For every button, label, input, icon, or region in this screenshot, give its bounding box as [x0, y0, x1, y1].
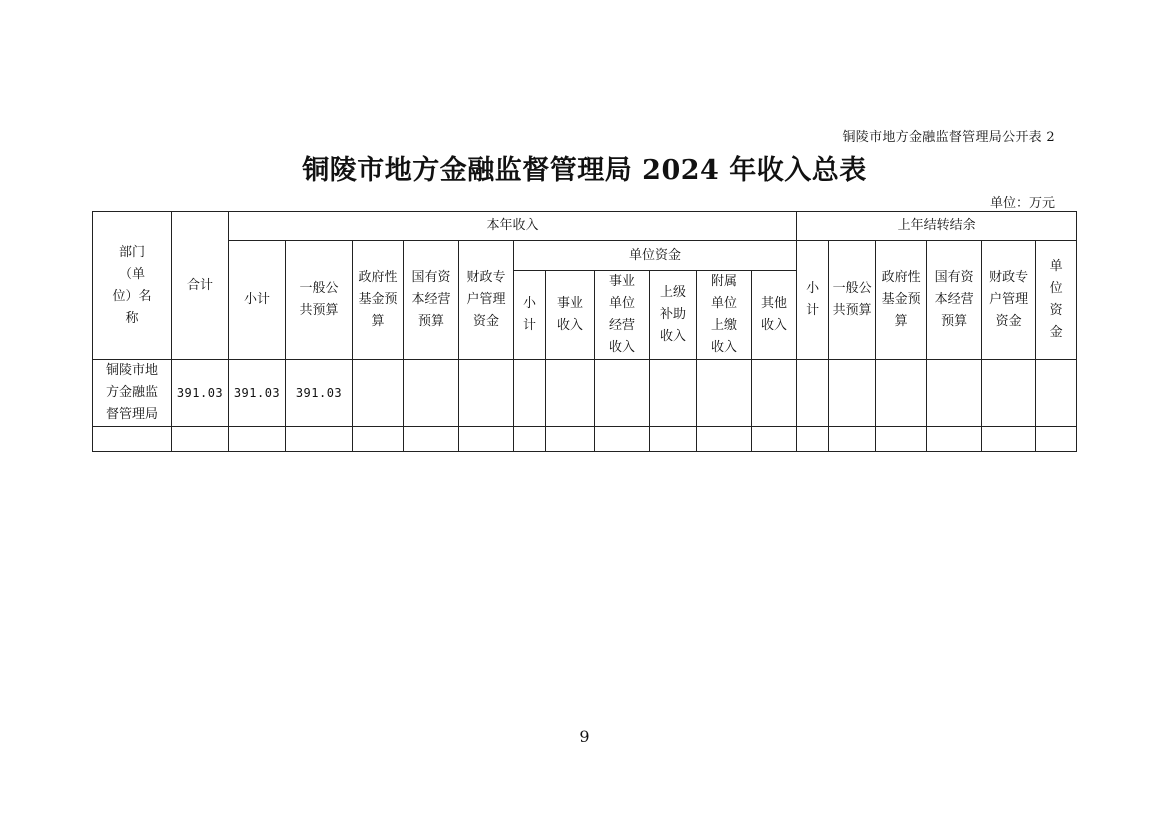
row-cell	[514, 427, 546, 452]
header-prior-unit-funds: 单位资金	[1036, 241, 1077, 360]
row-cell	[982, 427, 1036, 452]
header-row-2	[93, 241, 1077, 271]
row-cell	[404, 427, 459, 452]
header-business-unit-operating-income: 事业单位经营收入	[595, 271, 650, 360]
row-cell	[697, 427, 752, 452]
empty-table-row	[93, 427, 1077, 452]
row-cell	[927, 360, 982, 427]
row-total: 391.03	[172, 360, 229, 427]
header-prior-state-capital-budget: 国有资本经营预算	[927, 241, 982, 360]
row-cell	[697, 360, 752, 427]
header-general-budget: 一般公共预算	[286, 241, 353, 360]
row-cell	[829, 427, 876, 452]
page-number: 9	[579, 727, 590, 746]
row-cell	[752, 360, 797, 427]
row-cell	[546, 360, 595, 427]
form-number: 铜陵市地方金融监督管理局公开表 2	[842, 130, 1055, 145]
row-cell	[459, 360, 514, 427]
row-cell	[172, 427, 229, 452]
row-cell	[982, 360, 1036, 427]
row-cell	[404, 360, 459, 427]
income-summary-table	[92, 211, 1077, 452]
row-cell	[876, 427, 927, 452]
row-general-budget: 391.03	[286, 360, 353, 427]
header-affiliated-unit-remit-income: 附属单位上缴收入	[697, 271, 752, 360]
header-unit-funds: 单位资金	[514, 241, 797, 271]
row-cell	[1036, 427, 1077, 452]
header-row-1	[93, 212, 1077, 241]
header-dept-name: 部门（单位）名称	[93, 212, 172, 360]
row-cell	[595, 360, 650, 427]
row-cell	[514, 360, 546, 427]
header-prior-fiscal-special-fund: 财政专户管理资金	[982, 241, 1036, 360]
header-prior-subtotal: 小计	[797, 241, 829, 360]
table-row	[93, 360, 1077, 427]
row-cell	[797, 360, 829, 427]
header-gov-fund-budget: 政府性基金预算	[353, 241, 404, 360]
row-cell	[797, 427, 829, 452]
header-business-income: 事业收入	[546, 271, 595, 360]
row-cell	[286, 427, 353, 452]
header-current-year: 本年收入	[229, 212, 797, 241]
header-fiscal-special-fund: 财政专户管理资金	[459, 241, 514, 360]
row-cell	[595, 427, 650, 452]
header-superior-subsidy-income: 上级补助收入	[650, 271, 697, 360]
row-cell	[829, 360, 876, 427]
header-prior-gov-fund-budget: 政府性基金预算	[876, 241, 927, 360]
row-cell	[650, 427, 697, 452]
header-unit-subtotal: 小计	[514, 271, 546, 360]
row-cell	[546, 427, 595, 452]
header-total: 合计	[172, 212, 229, 360]
row-cell	[93, 427, 172, 452]
row-subtotal: 391.03	[229, 360, 286, 427]
row-cell	[876, 360, 927, 427]
header-other-income: 其他收入	[752, 271, 797, 360]
header-prior-year: 上年结转结余	[797, 212, 1077, 241]
row-cell	[353, 427, 404, 452]
unit-label: 单位：万元	[989, 196, 1055, 211]
row-dept-name: 铜陵市地方金融监督管理局	[93, 360, 172, 427]
header-subtotal: 小计	[229, 241, 286, 360]
header-state-capital-budget: 国有资本经营预算	[404, 241, 459, 360]
row-cell	[229, 427, 286, 452]
row-cell	[752, 427, 797, 452]
row-cell	[459, 427, 514, 452]
header-prior-general-budget: 一般公共预算	[829, 241, 876, 360]
row-cell	[353, 360, 404, 427]
row-cell	[927, 427, 982, 452]
row-cell	[1036, 360, 1077, 427]
page-title: 铜陵市地方金融监督管理局 2024 年收入总表	[302, 155, 867, 186]
row-cell	[650, 360, 697, 427]
